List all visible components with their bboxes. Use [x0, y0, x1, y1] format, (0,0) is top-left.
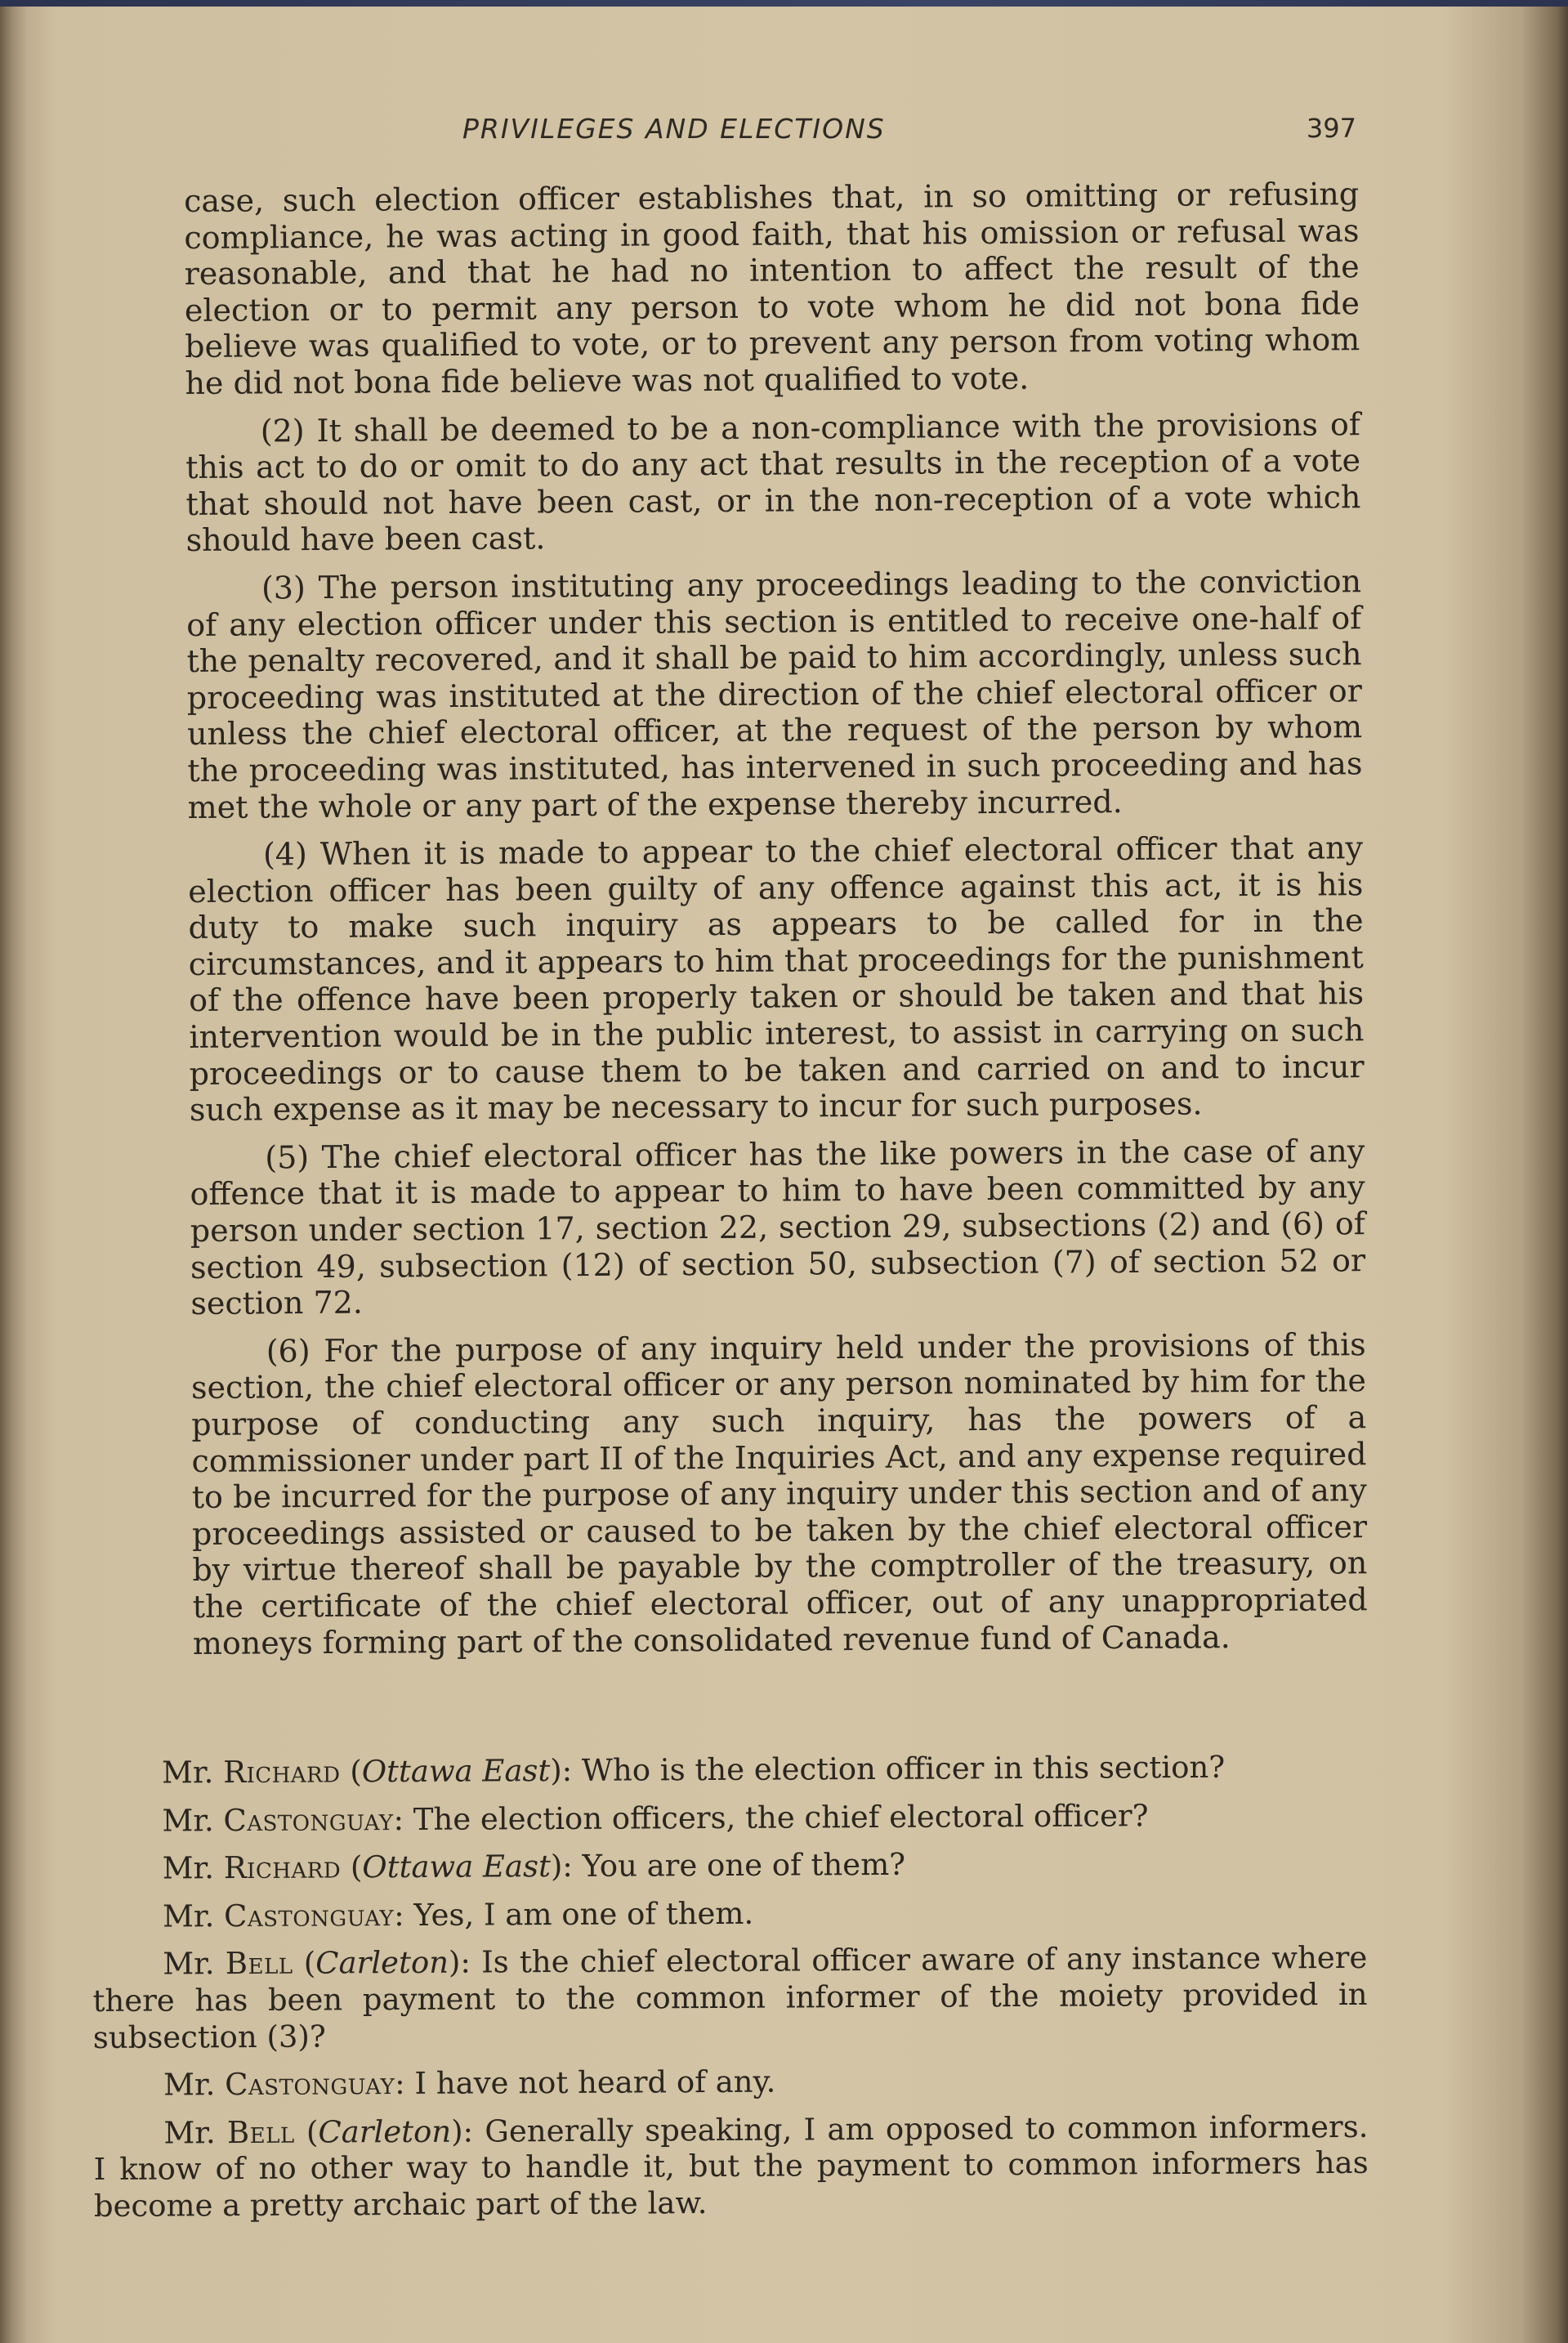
speech-text: Generally speaking, I am opposed to common informers. I know of no other way to handle it, but the payment to common informers has become a pretty archaic part of the law. — [93, 2108, 1369, 2224]
speaker-prefix: Mr. — [162, 1850, 224, 1886]
speech-text: I have not heard of any. — [414, 2064, 776, 2102]
subsection-2: (2) It shall be deemed to be a non-compliance with the provisions of this act to do or omit to do any act that results in the reception of a vote that should not have been cast, or in the non-reception of a vote which should have been cast. — [185, 405, 1361, 559]
page-number: 397 — [1306, 113, 1356, 144]
speech-text: The election officers, the chief electoral officer? — [413, 1797, 1149, 1837]
speech-4: Mr. Castonguay: Yes, I am one of them. — [162, 1895, 754, 1934]
speaker-name: Bell — [226, 2114, 295, 2150]
speaker-name: Castonguay — [223, 1897, 395, 1934]
speech-text: You are one of them? — [582, 1846, 906, 1885]
speech-text: Is the chief electoral officer aware of any instance where there has been payment to the common informer of the moiety provided in subsection (3)? — [92, 1940, 1368, 2055]
speech-2: Mr. Castonguay: The election officers, the chief electoral officer? — [162, 1797, 1149, 1839]
running-head-title: PRIVILEGES AND ELECTIONS — [462, 113, 886, 145]
subsection-6: (6) For the purpose of any inquiry held under the provisions of this section, the chief electoral officer or any person nominated by him for the purpose of conducting any such inquiry, has the powers of a commissioner under part II of the Inquiries Act, and any expense required to be incurred for the purpose of any inquiry under this section and of any proceedings assisted or caused to be taken by the chief electoral officer by virtue thereof shall be payable by the comptroller of the treasury, on the certificate of the chief electoral officer, out of any unappropriated moneys forming part of the consolidated revenue fund of Canada. — [190, 1326, 1368, 1661]
speaker-prefix: Mr. — [163, 2067, 226, 2103]
speech-7: Mr. Bell (Carleton): Generally speaking, I am opposed to common informers. I know of no other way to handle it, but the payment to common informers has become a pretty archaic part of the law. — [93, 2108, 1369, 2224]
speaker-prefix: Mr. — [163, 2114, 228, 2151]
subsection-3: (3) The person instituting any proceedings leading to the conviction of any election officer under this section is entitled to receive one-half of the penalty recovered, and it shall be paid to him accordingly, unless such proceeding was instituted at the direction of the chief electoral officer or unless the chief electoral officer, at the request of the person by whom the proceeding was instituted, has intervened in such proceeding and has met the whole or any part of the expense thereby incurred. — [186, 563, 1363, 825]
speech-text: Yes, I am one of them. — [413, 1895, 754, 1933]
speech-text: Who is the election officer in this section? — [581, 1749, 1226, 1788]
speech-3: Mr. Richard (Ottawa East): You are one of them? — [162, 1846, 906, 1886]
page-top-edge — [0, 0, 1568, 7]
speaker-name: Richard — [223, 1754, 341, 1791]
statute-text — [184, 176, 1368, 1673]
speech-1: Mr. Richard (Ottawa East): Who is the election officer in this section? — [161, 1749, 1226, 1791]
speaker-riding: Ottawa East — [362, 1849, 552, 1885]
subsection-4: (4) When it is made to appear to the chief electoral officer that any election officer has been guilty of any offence against this act, it is his duty to make such inquiry as appears to be called for in the circumstances, and it appears to him that proceedings for the punishment of the offence have been properly taken or should be taken and that his intervention would be in the public interest, to assist in carrying on such proceedings or to cause them to be taken and carried on and to incur such expense as it may be necessary to incur for such purposes. — [188, 829, 1365, 1129]
speaker-riding: Carleton — [315, 1945, 449, 1981]
subsection-5: (5) The chief electoral officer has the like powers in the case of any offence that it is made to appear to him to have been committed by any person under section 17, section 22, section 29, subsections (2) and (6) of section 49, subsection (12) of section 50, subsection (7) of section 52 or section 72. — [190, 1133, 1366, 1322]
speaker-prefix: Mr. — [162, 1802, 224, 1839]
speaker-name: Castonguay — [225, 2066, 395, 2103]
speech-5: Mr. Bell (Carleton): Is the chief electoral officer aware of any instance where there has been payment to the common informer of the moiety provided in subsection (3)? — [92, 1940, 1368, 2055]
speech-6: Mr. Castonguay: I have not heard of any. — [163, 2064, 776, 2103]
continuation-paragraph: case, such election officer establishes that, in so omitting or refusing compliance, he was acting in good faith, that his omission or refusal was reasonable, and that he had no intention to affect the result of the election or to permit any person to vote whom he did not bona fide believe was qualified to vote, or to prevent any person from voting whom he did not bona fide believe was not qualified to vote. — [184, 176, 1360, 401]
speaker-name: Castonguay — [223, 1801, 394, 1838]
speaker-riding: Ottawa East — [361, 1753, 551, 1790]
speaker-riding: Carleton — [318, 2113, 452, 2150]
speaker-name: Bell — [225, 1946, 293, 1982]
speaker-name: Richard — [223, 1849, 342, 1886]
speaker-prefix: Mr. — [162, 1898, 225, 1934]
running-head — [163, 113, 1356, 149]
speaker-prefix: Mr. — [163, 1946, 226, 1982]
committee-exchange — [92, 1749, 1369, 2237]
speaker-prefix: Mr. — [161, 1755, 224, 1791]
